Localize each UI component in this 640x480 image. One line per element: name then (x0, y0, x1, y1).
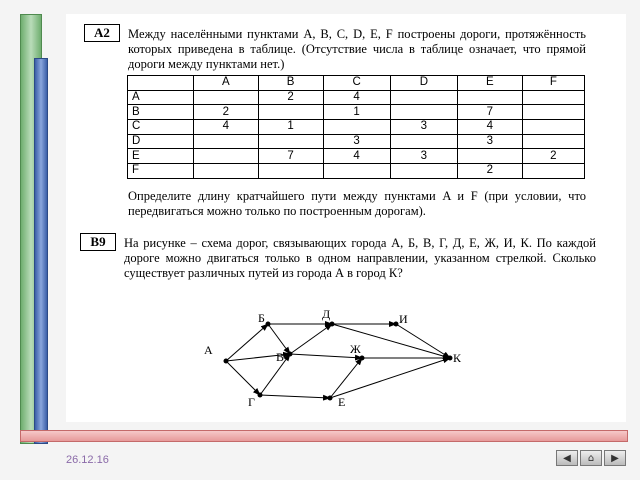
edge-i-k (396, 324, 450, 358)
table-cell: 2 (258, 90, 323, 105)
next-slide-button[interactable] (604, 450, 626, 466)
table-row (128, 105, 585, 120)
table-cell (258, 164, 323, 179)
table-cell (457, 90, 522, 105)
node-e (328, 396, 333, 401)
node-i (394, 322, 399, 327)
node-label-v: В (276, 350, 285, 364)
table-cell (194, 149, 259, 164)
node-label-e: Е (338, 395, 346, 409)
table-header-cell: B (258, 76, 323, 91)
edge-e-zh (330, 358, 362, 398)
table-cell: 2 (457, 164, 522, 179)
node-v (288, 352, 293, 357)
edge-a-g (226, 361, 260, 395)
table-cell (522, 90, 584, 105)
table-header-cell (128, 76, 194, 91)
table-cell (258, 134, 323, 149)
table-row (128, 164, 585, 179)
prev-slide-button[interactable] (556, 450, 578, 466)
table-cell: 3 (323, 134, 390, 149)
edge-a-b (226, 324, 268, 361)
arrow-left-icon: ◀ (563, 452, 571, 464)
edge-v-d (290, 324, 332, 354)
table-row (128, 149, 585, 164)
table-cell: 3 (457, 134, 522, 149)
table-row-label: C (128, 120, 194, 135)
table-row-label: E (128, 149, 194, 164)
graph-edges (226, 324, 450, 398)
arrow-right-icon: ▶ (611, 452, 619, 464)
table-cell (258, 105, 323, 120)
table-cell: 3 (390, 149, 457, 164)
table-cell (457, 149, 522, 164)
table-cell: 2 (522, 149, 584, 164)
node-label-d: Д (322, 307, 331, 321)
table-row-label: A (128, 90, 194, 105)
slide-nav (556, 450, 626, 466)
table-header-row (128, 76, 585, 91)
table-cell (390, 134, 457, 149)
footer-date: 26.12.16 (66, 454, 109, 466)
table-cell: 7 (258, 149, 323, 164)
node-a (224, 359, 229, 364)
table-header-cell: D (390, 76, 457, 91)
table-cell (522, 164, 584, 179)
table-row (128, 90, 585, 105)
table-cell: 1 (323, 105, 390, 120)
table-cell (522, 120, 584, 135)
task-a2-text: Между населёнными пунктами A, B, C, D, E, F построены дороги, протяжённость которых приведена в таблице. (Отсутствие числа в таблице означает, что прямой дороги между пунктами нет.) (128, 27, 586, 71)
task-a2-question: Определите длину кратчайшего пути между пунктами A и F (при условии, что передвигаться можно только по построенным дорогам). (128, 189, 586, 218)
decor-blue-bar (34, 58, 48, 444)
table-cell: 4 (323, 90, 390, 105)
table-row-label: D (128, 134, 194, 149)
table-cell (194, 164, 259, 179)
node-label-a: А (204, 343, 213, 357)
edge-g-e (260, 395, 330, 398)
task-b9-label: В9 (80, 233, 116, 251)
home-icon: ⌂ (587, 452, 595, 464)
table-cell (390, 164, 457, 179)
table-header-cell: F (522, 76, 584, 91)
table-cell: 4 (194, 120, 259, 135)
table-cell (194, 134, 259, 149)
table-header-cell: E (457, 76, 522, 91)
table-cell: 7 (457, 105, 522, 120)
home-button[interactable] (580, 450, 602, 466)
task-b9-text: На рисунке – схема дорог, связывающих города А, Б, В, Г, Д, Е, Ж, И, К. По каждой дороге можно двигаться только в одном направлении, указанном стрелкой. Сколько существует различных путей из города А в город К? (124, 236, 596, 280)
table-cell: 4 (323, 149, 390, 164)
table-row-label: F (128, 164, 194, 179)
table-cell (194, 90, 259, 105)
table-cell (323, 164, 390, 179)
node-d (330, 322, 335, 327)
table-cell: 2 (194, 105, 259, 120)
node-label-zh: Ж (350, 342, 361, 356)
table-cell: 1 (258, 120, 323, 135)
node-k (448, 356, 453, 361)
node-label-k: К (453, 351, 462, 365)
footer-rule (20, 430, 628, 442)
task-a2-label: А2 (84, 24, 120, 42)
distance-table (127, 75, 585, 179)
node-label-g: Г (248, 395, 255, 409)
edge-e-k (330, 358, 450, 398)
table-row-label: B (128, 105, 194, 120)
node-b (266, 322, 271, 327)
table-cell (390, 105, 457, 120)
edge-g-v (260, 354, 290, 395)
node-g (258, 393, 263, 398)
road-graph (196, 300, 476, 410)
table-cell (323, 120, 390, 135)
node-label-b: Б (258, 311, 265, 325)
table-cell (390, 90, 457, 105)
table-header-cell: C (323, 76, 390, 91)
node-zh (360, 356, 365, 361)
table-cell (522, 105, 584, 120)
table-cell: 4 (457, 120, 522, 135)
table-row (128, 134, 585, 149)
table-cell: 3 (390, 120, 457, 135)
table-header-cell: A (194, 76, 259, 91)
table-cell (522, 134, 584, 149)
node-label-i: И (399, 312, 408, 326)
table-row (128, 120, 585, 135)
